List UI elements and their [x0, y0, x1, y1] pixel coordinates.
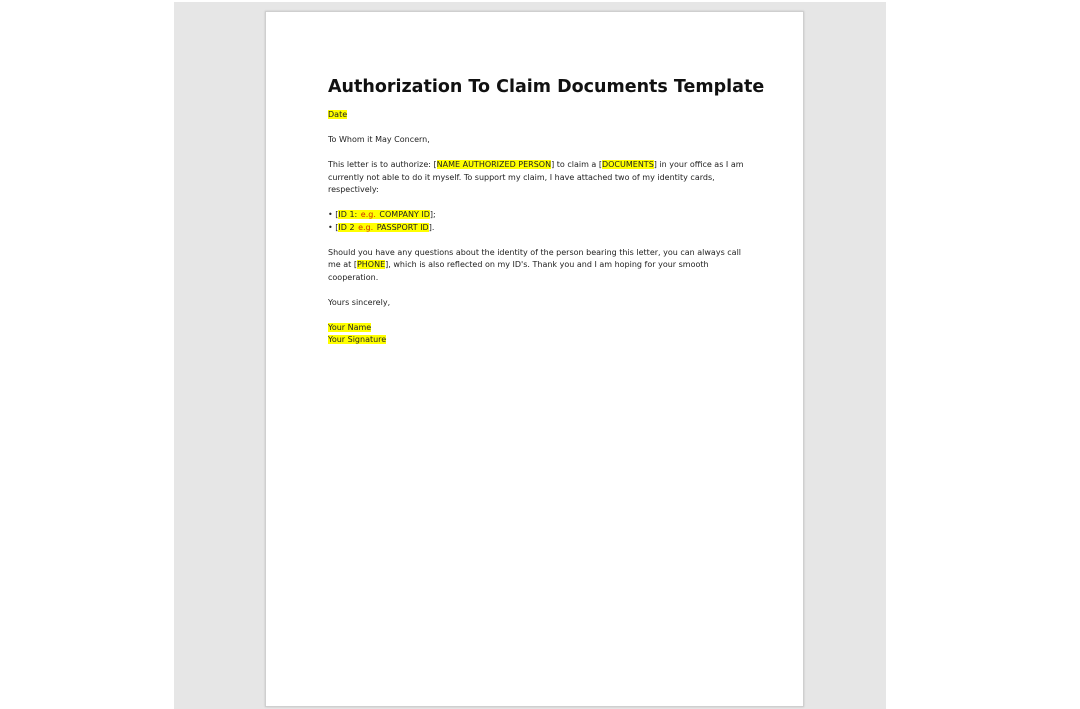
- questions-line-1: Should you have any questions about the identity of the person bearing this letter, you can always call: [328, 247, 742, 257]
- letter-content: [328, 76, 765, 359]
- authorization-line-2: currently not able to do it myself. To support my claim, I have attached two of my identity cards,: [328, 172, 715, 182]
- document-page: [265, 11, 804, 707]
- signature-block: [328, 322, 738, 347]
- text-fragment: ] to claim a [: [551, 160, 602, 169]
- documents-placeholder: DOCUMENTS: [601, 160, 654, 169]
- your-signature-line: [328, 334, 738, 347]
- bullet: • [: [328, 210, 339, 219]
- bullet: • [: [328, 222, 339, 232]
- id-1-placeholder: [338, 210, 430, 219]
- closing: Yours sincerely,: [328, 297, 391, 307]
- text-fragment: me at [: [328, 260, 357, 269]
- text-fragment: This letter is to authorize: [: [328, 160, 437, 169]
- authorization-line-3: respectively:: [328, 185, 379, 194]
- id-list-item-2: [328, 222, 738, 235]
- authorization-line-1: [328, 159, 744, 172]
- text-fragment: ];: [429, 210, 436, 219]
- id-label: ID 2: [338, 222, 358, 232]
- text-fragment: ].: [428, 222, 435, 232]
- document-title: Authorization To Claim Documents Template: [328, 77, 765, 97]
- text-fragment: ] in your office as I am: [653, 160, 744, 169]
- id-value: PASSPORT ID: [374, 222, 429, 232]
- date-field: [328, 109, 738, 122]
- your-name-line: [328, 322, 738, 335]
- text-fragment: ], which is also reflected on my ID's. Thank you and I am hoping for your smooth: [385, 260, 709, 269]
- id-value: COMPANY ID: [376, 210, 430, 219]
- date-placeholder: Date: [328, 110, 348, 119]
- phone-placeholder: PHONE: [356, 260, 386, 269]
- authorization-paragraph: [328, 159, 744, 197]
- questions-line-2: [328, 259, 738, 272]
- questions-line-3: cooperation.: [328, 272, 379, 282]
- id-2-placeholder: [338, 223, 428, 232]
- questions-paragraph: [328, 247, 742, 285]
- id-list: [328, 209, 738, 234]
- your-signature-placeholder: Your Signature: [328, 335, 387, 344]
- id-label: ID 1:: [338, 210, 360, 219]
- your-name-placeholder: Your Name: [328, 322, 372, 332]
- spellcheck-mark-icon: e.g.: [358, 222, 374, 232]
- salutation: To Whom it May Concern,: [328, 135, 430, 144]
- authorized-person-placeholder: NAME AUTHORIZED PERSON: [436, 160, 552, 169]
- id-list-item-1: [328, 209, 738, 222]
- spellcheck-mark-icon: e.g.: [360, 210, 376, 219]
